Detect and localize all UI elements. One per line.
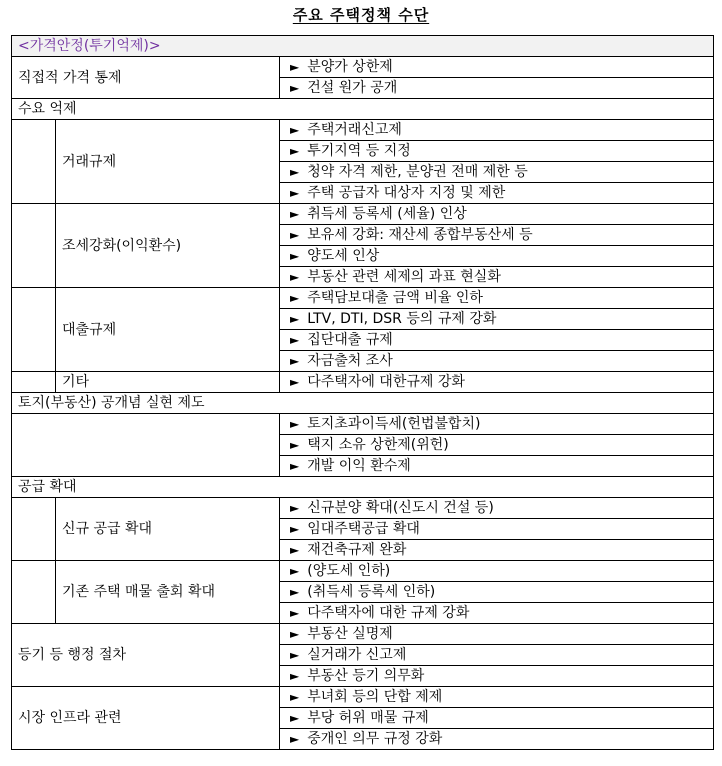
list-item bbox=[280, 288, 714, 309]
table-row bbox=[12, 393, 714, 414]
item-text: 부당 허위 매물 규제 bbox=[307, 710, 429, 726]
triangle-bullet-icon: ► bbox=[290, 732, 300, 746]
list-item bbox=[280, 372, 714, 393]
triangle-bullet-icon: ► bbox=[290, 123, 300, 137]
item-text: 다주택자에 대한 규제 강화 bbox=[307, 605, 470, 621]
subcategory-trade: 거래규제 bbox=[56, 120, 280, 204]
subcategory-loan: 대출규제 bbox=[56, 288, 280, 372]
item-text: 재건축규제 완화 bbox=[307, 542, 407, 558]
category-infra: 시장 인프라 관련 bbox=[12, 687, 280, 750]
list-item bbox=[280, 183, 714, 204]
page-title bbox=[0, 4, 722, 25]
table-row bbox=[12, 561, 714, 582]
item-text: (취득세 등록세 인하) bbox=[307, 584, 436, 600]
triangle-bullet-icon: ► bbox=[290, 312, 300, 326]
list-item bbox=[280, 435, 714, 456]
list-item bbox=[280, 645, 714, 666]
item-text: 토지초과이득세(헌법불합치) bbox=[307, 416, 481, 432]
triangle-bullet-icon: ► bbox=[290, 438, 300, 452]
item-text: 청약 자격 제한, 분양권 전매 제한 등 bbox=[307, 164, 528, 180]
triangle-bullet-icon: ► bbox=[290, 459, 300, 473]
list-item bbox=[280, 330, 714, 351]
triangle-bullet-icon: ► bbox=[290, 207, 300, 221]
item-text: 분양가 상한제 bbox=[307, 59, 393, 75]
table-row bbox=[12, 99, 714, 120]
list-item bbox=[280, 225, 714, 246]
triangle-bullet-icon: ► bbox=[290, 249, 300, 263]
triangle-bullet-icon: ► bbox=[290, 417, 300, 431]
item-text: 부동산 관련 세제의 과표 현실화 bbox=[307, 269, 501, 285]
indent-cell bbox=[12, 498, 56, 561]
category-price-control: 직접적 가격 통제 bbox=[12, 57, 280, 99]
list-item bbox=[280, 246, 714, 267]
table-row bbox=[12, 372, 714, 393]
item-text: (양도세 인하) bbox=[307, 563, 391, 579]
triangle-bullet-icon: ► bbox=[290, 228, 300, 242]
empty-cell bbox=[12, 414, 280, 477]
list-item bbox=[280, 729, 714, 750]
list-item bbox=[280, 414, 714, 435]
list-item bbox=[280, 603, 714, 624]
list-item bbox=[280, 162, 714, 183]
table-row bbox=[12, 624, 714, 645]
list-item bbox=[280, 624, 714, 645]
triangle-bullet-icon: ► bbox=[290, 375, 300, 389]
list-item bbox=[280, 561, 714, 582]
list-item bbox=[280, 582, 714, 603]
indent-cell bbox=[12, 288, 56, 372]
item-text: 부동산 실명제 bbox=[307, 626, 393, 642]
triangle-bullet-icon: ► bbox=[290, 81, 300, 95]
subcategory-other: 기타 bbox=[56, 372, 280, 393]
item-text: 주택 공급자 대상자 지정 및 제한 bbox=[307, 185, 506, 201]
triangle-bullet-icon: ► bbox=[290, 60, 300, 74]
category-supply: 공급 확대 bbox=[12, 477, 714, 498]
list-item bbox=[280, 57, 714, 78]
item-text: 실거래가 신고제 bbox=[307, 647, 407, 663]
triangle-bullet-icon: ► bbox=[290, 144, 300, 158]
page-title-text: 주요 주택정책 수단 bbox=[292, 6, 430, 24]
item-text: 건설 원가 공개 bbox=[307, 80, 398, 96]
subcategory-new-supply: 신규 공급 확대 bbox=[56, 498, 280, 561]
list-item bbox=[280, 540, 714, 561]
list-item bbox=[280, 267, 714, 288]
item-text: 임대주택공급 확대 bbox=[307, 521, 420, 537]
table-row bbox=[12, 204, 714, 225]
list-item bbox=[280, 708, 714, 729]
triangle-bullet-icon: ► bbox=[290, 165, 300, 179]
triangle-bullet-icon: ► bbox=[290, 606, 300, 620]
item-text: 보유세 강화: 재산세 종합부동산세 등 bbox=[307, 227, 533, 243]
list-item bbox=[280, 120, 714, 141]
list-item bbox=[280, 519, 714, 540]
item-text: 택지 소유 상한제(위헌) bbox=[307, 437, 449, 453]
item-text: 개발 이익 환수제 bbox=[307, 458, 411, 474]
triangle-bullet-icon: ► bbox=[290, 270, 300, 284]
item-text: 투기지역 등 지정 bbox=[307, 143, 411, 159]
triangle-bullet-icon: ► bbox=[290, 522, 300, 536]
indent-cell bbox=[12, 204, 56, 288]
indent-cell bbox=[12, 372, 56, 393]
table-row bbox=[12, 687, 714, 708]
triangle-bullet-icon: ► bbox=[290, 627, 300, 641]
triangle-bullet-icon: ► bbox=[290, 186, 300, 200]
section-header-row bbox=[12, 36, 714, 57]
triangle-bullet-icon: ► bbox=[290, 501, 300, 515]
subcategory-tax: 조세강화(이익환수) bbox=[56, 204, 280, 288]
category-demand: 수요 억제 bbox=[12, 99, 714, 120]
triangle-bullet-icon: ► bbox=[290, 333, 300, 347]
triangle-bullet-icon: ► bbox=[290, 585, 300, 599]
list-item bbox=[280, 456, 714, 477]
item-text: 부동산 등기 의무화 bbox=[307, 668, 425, 684]
item-text: 양도세 인상 bbox=[307, 248, 380, 264]
item-text: 집단대출 규제 bbox=[307, 332, 393, 348]
list-item bbox=[280, 78, 714, 99]
item-text: 취득세 등록세 (세율) 인상 bbox=[307, 206, 467, 222]
list-item bbox=[280, 309, 714, 330]
table-row bbox=[12, 57, 714, 78]
triangle-bullet-icon: ► bbox=[290, 543, 300, 557]
item-text: 주택거래신고제 bbox=[307, 122, 402, 138]
indent-cell bbox=[12, 120, 56, 204]
list-item bbox=[280, 498, 714, 519]
list-item bbox=[280, 141, 714, 162]
item-text: 부녀회 등의 단합 제제 bbox=[307, 689, 443, 705]
section-header: <가격안정(투기억제)> bbox=[12, 36, 714, 57]
list-item bbox=[280, 666, 714, 687]
triangle-bullet-icon: ► bbox=[290, 291, 300, 305]
item-text: 다주택자에 대한규제 강화 bbox=[307, 374, 465, 390]
triangle-bullet-icon: ► bbox=[290, 564, 300, 578]
table-row bbox=[12, 288, 714, 309]
triangle-bullet-icon: ► bbox=[290, 711, 300, 725]
category-land: 토지(부동산) 공개념 실현 제도 bbox=[12, 393, 714, 414]
policy-table bbox=[11, 35, 714, 750]
item-text: 신규분양 확대(신도시 건설 등) bbox=[307, 500, 494, 516]
triangle-bullet-icon: ► bbox=[290, 669, 300, 683]
triangle-bullet-icon: ► bbox=[290, 690, 300, 704]
item-text: LTV, DTI, DSR 등의 규제 강화 bbox=[307, 311, 497, 327]
item-text: 자금출처 조사 bbox=[307, 353, 393, 369]
table-row bbox=[12, 120, 714, 141]
list-item bbox=[280, 204, 714, 225]
table-row bbox=[12, 414, 714, 435]
list-item bbox=[280, 351, 714, 372]
category-registration: 등기 등 행정 절차 bbox=[12, 624, 280, 687]
table-row bbox=[12, 498, 714, 519]
table-row bbox=[12, 477, 714, 498]
subcategory-existing-supply: 기존 주택 매물 출회 확대 bbox=[56, 561, 280, 624]
item-text: 주택담보대출 금액 비율 인하 bbox=[307, 290, 483, 306]
list-item bbox=[280, 687, 714, 708]
triangle-bullet-icon: ► bbox=[290, 354, 300, 368]
triangle-bullet-icon: ► bbox=[290, 648, 300, 662]
item-text: 중개인 의무 규정 강화 bbox=[307, 731, 443, 747]
indent-cell bbox=[12, 561, 56, 624]
